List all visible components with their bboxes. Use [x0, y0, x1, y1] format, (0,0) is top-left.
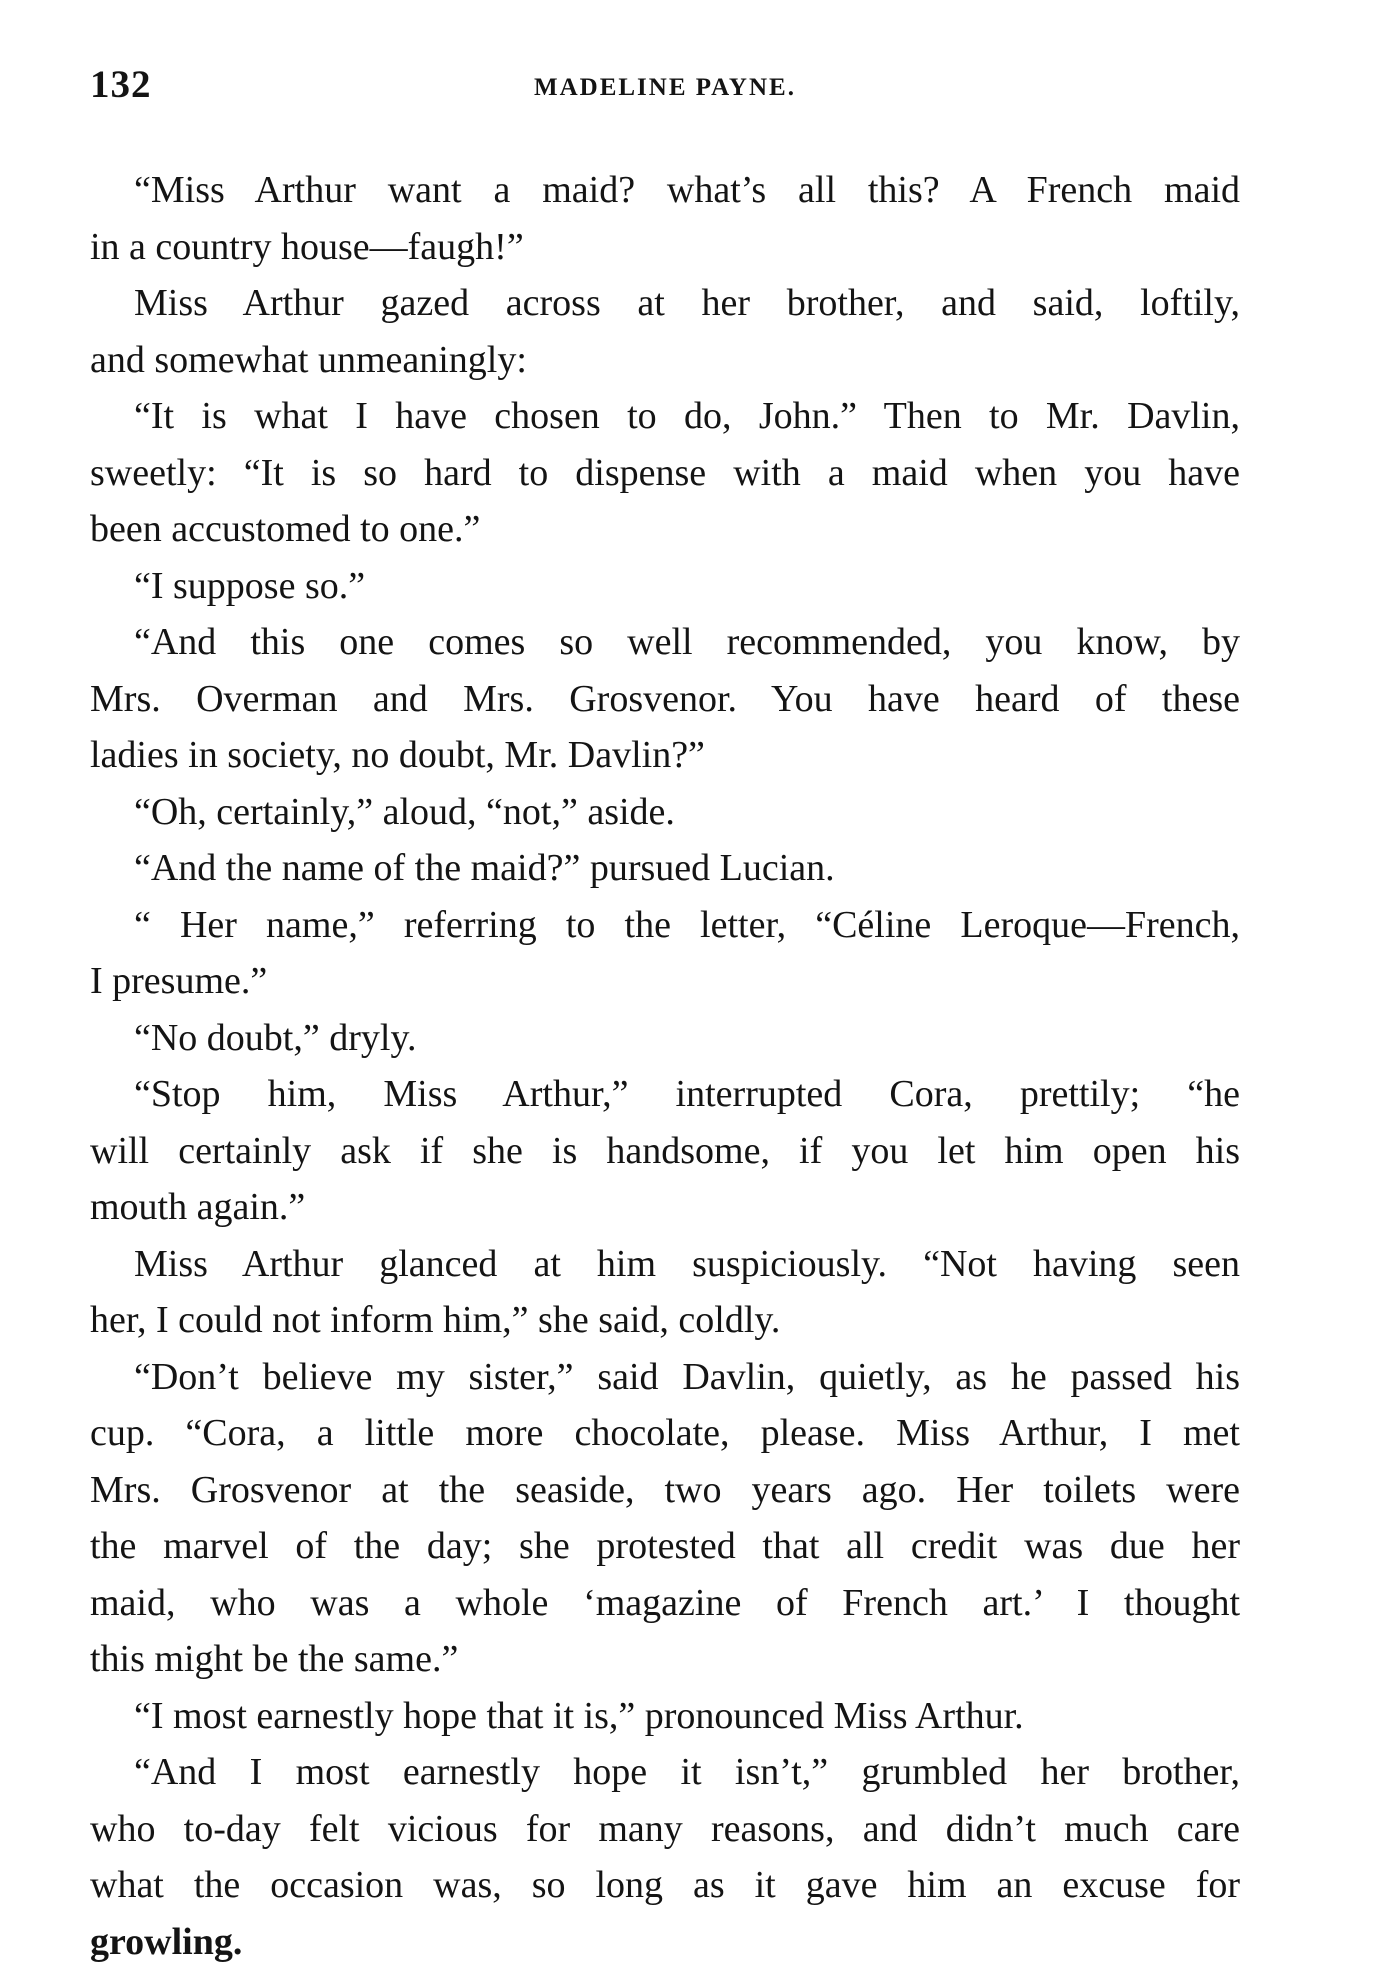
text-line: “I most earnestly hope that it is,” pronounced Miss Arthur. [90, 1688, 1240, 1745]
text-line: “I suppose so.” [90, 558, 1240, 615]
text-line: “It is what I have chosen to do, John.” Then to Mr. Davlin, [90, 388, 1240, 445]
text-line: “And this one comes so well recommended, you know, by [90, 614, 1240, 671]
text-line: “Miss Arthur want a maid? what’s all this? A French maid [90, 162, 1240, 219]
text-line: maid, who was a whole ‘magazine of French art.’ I thought [90, 1575, 1240, 1632]
text-line: this might be the same.” [90, 1631, 1240, 1688]
text-line: been accustomed to one.” [90, 501, 1240, 558]
text-line: and somewhat unmeaningly: [90, 332, 1240, 389]
page-number: 132 [90, 62, 152, 107]
text-line: “Stop him, Miss Arthur,” interrupted Cora, prettily; “he [90, 1066, 1240, 1123]
text-line: “Oh, certainly,” aloud, “not,” aside. [90, 784, 1240, 841]
text-line: will certainly ask if she is handsome, if you let him open his [90, 1123, 1240, 1180]
text-line: Mrs. Overman and Mrs. Grosvenor. You have heard of these [90, 671, 1240, 728]
text-line: “Don’t believe my sister,” said Davlin, quietly, as he passed his [90, 1349, 1240, 1406]
text-line: ladies in society, no doubt, Mr. Davlin?” [90, 727, 1240, 784]
text-line: sweetly: “It is so hard to dispense with a maid when you have [90, 445, 1240, 502]
text-line: who to-day felt vicious for many reasons, and didn’t much care [90, 1801, 1240, 1858]
text-line: growling. [90, 1914, 1240, 1970]
text-line: Mrs. Grosvenor at the seaside, two years ago. Her toilets were [90, 1462, 1240, 1519]
text-line: “No doubt,” dryly. [90, 1010, 1240, 1067]
text-line: Miss Arthur glanced at him suspiciously. “Not having seen [90, 1236, 1240, 1293]
text-line: I presume.” [90, 953, 1240, 1010]
page-header [90, 62, 1240, 122]
text-line: mouth again.” [90, 1179, 1240, 1236]
text-line: in a country house—faugh!” [90, 219, 1240, 276]
text-line: Miss Arthur gazed across at her brother, and said, loftily, [90, 275, 1240, 332]
text-line: “And the name of the maid?” pursued Lucian. [90, 840, 1240, 897]
text-line: the marvel of the day; she protested that all credit was due her [90, 1518, 1240, 1575]
body-text [90, 162, 1240, 1970]
text-line: her, I could not inform him,” she said, coldly. [90, 1292, 1240, 1349]
text-line: “And I most earnestly hope it isn’t,” grumbled her brother, [90, 1744, 1240, 1801]
text-line: cup. “Cora, a little more chocolate, please. Miss Arthur, I met [90, 1405, 1240, 1462]
text-line: what the occasion was, so long as it gave him an excuse for [90, 1857, 1240, 1914]
text-line: “ Her name,” referring to the letter, “Céline Leroque—French, [90, 897, 1240, 954]
running-title: MADELINE PAYNE. [90, 74, 1240, 102]
